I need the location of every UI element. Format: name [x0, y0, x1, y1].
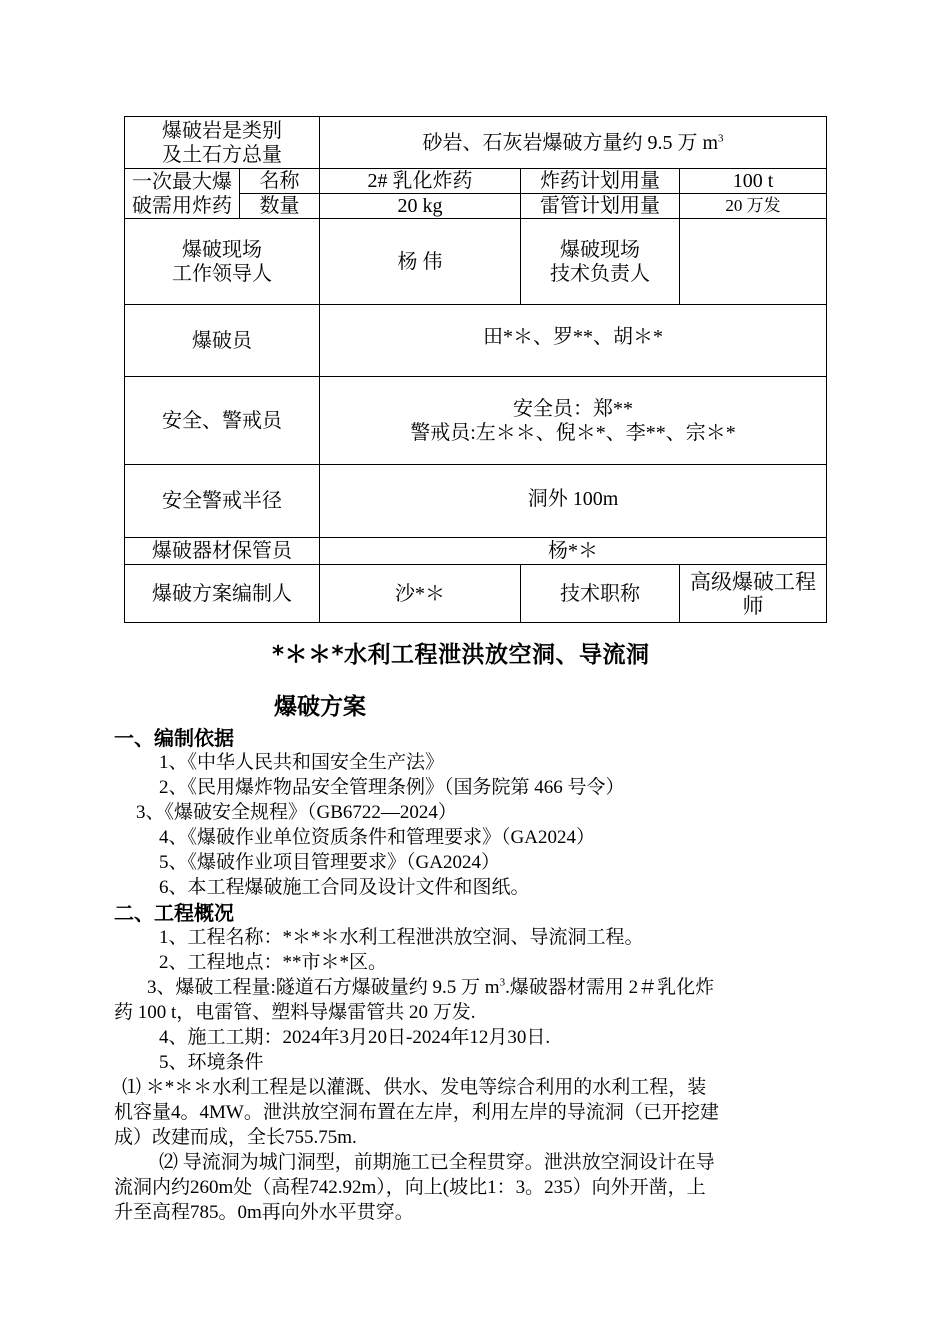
max-explosive-label-line2: 破需用炸药: [132, 194, 232, 217]
env-para2-line3: 升至高程785。0m再向外水平贯穿。: [114, 1202, 414, 1223]
rock-type-label-line1: 爆破岩是类别: [162, 119, 282, 142]
blaster-label: 爆破员: [125, 305, 320, 377]
max-explosive-label-line1: 一次最大爆: [132, 170, 232, 193]
explosive-name-label: 名称: [240, 169, 320, 194]
detonator-plan-value: 20 万发: [680, 194, 827, 219]
sec1-item-6: 6、本工程爆破施工合同及设计文件和图纸。: [159, 877, 530, 898]
sec2-item-1: 1、工程名称：*＊*＊水利工程泄洪放空洞、导流洞工程。: [159, 927, 644, 948]
site-leader-value: 杨 伟: [320, 219, 521, 305]
table-row: [125, 305, 827, 377]
table-row: [125, 538, 827, 565]
sec2-item-5: 5、环境条件: [159, 1052, 264, 1073]
site-leader-label-line2: 工作领导人: [172, 262, 272, 285]
table-row: [125, 219, 827, 305]
site-leader-label-line1: 爆破现场: [182, 238, 262, 261]
sec1-item-3: 3、《爆破安全规程》（GB6722—2024）: [136, 802, 457, 823]
tech-title-value: 高级爆破工程师: [680, 565, 827, 623]
site-leader-label-cell: [125, 219, 320, 305]
safety-guard-label: 安全、警戒员: [125, 377, 320, 465]
tech-lead-label-line1: 爆破现场: [560, 238, 640, 261]
table-row: [125, 169, 827, 194]
sec2-item-2: 2、工程地点：**市＊*区。: [159, 952, 388, 973]
table-row: [125, 565, 827, 623]
explosive-name-value: 2# 乳化炸药: [320, 169, 521, 194]
max-explosive-label-cell: [125, 169, 240, 219]
env-para1-line3: 成）改建而成，全长755.75m.: [114, 1127, 357, 1148]
document-subtitle: 爆破方案: [274, 694, 366, 720]
explosive-qty-label: 数量: [240, 194, 320, 219]
env-para2-line1: ⑵ 导流洞为城门洞型，前期施工已全程贯穿。泄洪放空洞设计在导: [159, 1152, 715, 1173]
blaster-value: 田*＊、罗**、胡＊*: [320, 305, 827, 377]
safety-guard-value-cell: [320, 377, 827, 465]
rock-type-value-cell: [320, 117, 827, 169]
rock-type-value: 砂岩、石灰岩爆破方量约 9.5 万 m: [422, 131, 719, 154]
plan-author-value: 沙*＊: [320, 565, 521, 623]
safety-radius-label: 安全警戒半径: [125, 465, 320, 538]
rock-type-label-line2: 及土石方总量: [162, 143, 282, 166]
materials-keeper-value: 杨*＊: [320, 538, 827, 565]
sec2-item-3-part-a: 3、爆破工程量:隧道石方爆破量约 9.5 万 m: [147, 977, 500, 998]
sec2-item-3: [147, 975, 714, 1001]
materials-keeper-label: 爆破器材保管员: [125, 538, 320, 565]
sec1-item-4: 4、《爆破作业单位资质条件和管理要求》（GA2024）: [159, 827, 595, 848]
plan-author-label: 爆破方案编制人: [125, 565, 320, 623]
document-title: *＊＊*水利工程泄洪放空洞、导流洞: [272, 642, 650, 668]
sec1-item-1: 1、《中华人民共和国安全生产法》: [159, 752, 445, 773]
safety-radius-value: 洞外 100m: [320, 465, 827, 538]
explosive-plan-value: 100 t: [680, 169, 827, 194]
sec1-item-5: 5、《爆破作业项目管理要求》（GA2024）: [159, 852, 500, 873]
env-para1-line1: ⑴ ＊*＊＊水利工程是以灌溉、供水、发电等综合利用的水利工程，装: [122, 1077, 707, 1098]
env-para2-line2: 流洞内约260m处（高程742.92m），向上(坡比1：3。235）向外开凿，上: [114, 1177, 706, 1198]
sec2-item-3-sup: 3: [499, 976, 506, 989]
sec2-item-3-part-b: .爆破器材需用 2＃乳化炸: [505, 977, 715, 998]
section1-heading: 一、编制依据: [114, 726, 234, 750]
section2-heading: 二、工程概况: [114, 901, 234, 925]
rock-type-label-cell: [125, 117, 320, 169]
sec1-item-2: 2、《民用爆炸物品安全管理条例》（国务院第 466 号令）: [159, 777, 625, 798]
tech-lead-label-line2: 技术负责人: [550, 262, 650, 285]
table-row: [125, 117, 827, 169]
sec2-item-4: 4、施工工期：2024年3月20日-2024年12月30日.: [159, 1027, 551, 1048]
table-row: [125, 465, 827, 538]
detonator-plan-label: 雷管计划用量: [521, 194, 680, 219]
explosive-qty-value: 20 kg: [320, 194, 521, 219]
tech-lead-label-cell: [521, 219, 680, 305]
guard-line: 警戒员:左＊＊、倪＊*、李**、宗＊*: [410, 421, 736, 444]
blasting-info-table: [124, 116, 827, 623]
explosive-plan-label: 炸药计划用量: [521, 169, 680, 194]
tech-lead-value: [680, 219, 827, 305]
safety-officer-line: 安全员：郑**: [513, 397, 633, 420]
rock-type-value-sup: 3: [718, 131, 724, 144]
sec2-item-3-cont: 药 100 t，电雷管、塑料导爆雷管共 20 万发.: [114, 1002, 476, 1023]
table-row: [125, 377, 827, 465]
env-para1-line2: 机容量4。4MW。泄洪放空洞布置在左岸，利用左岸的导流洞（已开挖建: [114, 1102, 719, 1123]
tech-title-label: 技术职称: [521, 565, 680, 623]
